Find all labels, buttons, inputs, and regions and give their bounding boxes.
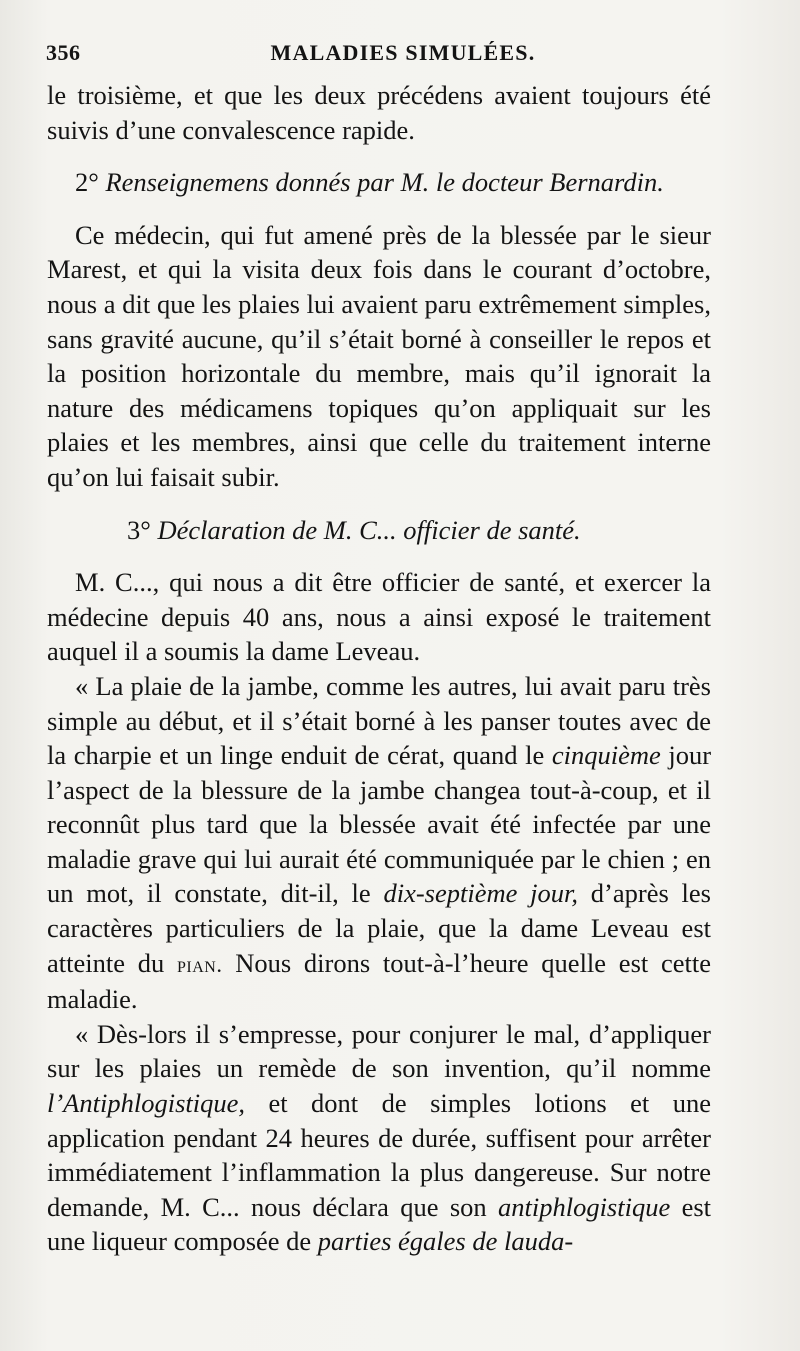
section-number: 3° [127,514,151,545]
page-header [46,40,760,74]
small-caps-run: pian. [176,951,223,977]
section-heading-2 [47,165,711,200]
paragraph-officier: M. C..., qui nous a dit être officier de santé, et exercer la médecine depuis 40 ans, nous a ainsi exposé le traitement auquel il a soumis la dame Leveau. [47,567,711,667]
paragraph-continuation: le troisième, et que les deux précédens avaient toujours été suivis d’une convalescence rapide. [47,80,711,145]
section-number: 2° [75,167,99,198]
text-run: « La plaie de la jambe, comme les autres, lui avait paru très simple au début, et il s’était borné à les panser toutes avec de la charpie et un linge enduit de cérat, quand le [47,670,711,771]
paragraph-bernardin: Ce médecin, qui fut amené près de la blessée par le sieur Marest, et qui la visita deux fois dans le courant d’octobre, nous a dit que les plaies lui avaient paru extrêmement simples, sans gravité aucune, qu’il s’était borné à conseiller le repos et la position horizontale du membre, mais qu’il ignorait la nature des médicamens topiques qu’on appliquait sur les plaies et les membres, ainsi que celle du traitement interne qu’on lui faisait subir. [47,219,711,492]
paragraph-quote-1 [47,669,711,1017]
text-run: « Dès-lors il s’empresse, pour conjurer le mal, d’appliquer sur les plaies un remède de son invention, qu’il nomme [47,1018,711,1084]
italic-run: cinquième [551,740,661,771]
page-number: 356 [46,40,81,65]
italic-run: antiphlogistique [497,1191,671,1222]
body-text [47,78,711,1259]
text-run: jour l’aspect de la blessure de la jambe changea tout-à-coup, et il reconnût plus tard que la blessée avait été infectée par une maladie grave qui lui aurait été communiquée par le chien ; en un mot, il constate, dit-il, le [47,740,712,909]
section-heading-text: Renseignemens donnés par M. le docteur Bernardin. [105,167,664,198]
text-run: et dont de simples lotions et une application pendant 24 heures de durée, suffisent pour arrêter immédiatement l’inflammation la plus dangereuse. Sur notre demande, M. C... nous déclara que son [47,1088,712,1222]
section-heading-3 [47,513,711,548]
text-run: Nous dirons tout-à-l’heure quelle est cette maladie. [47,947,711,1015]
text-run: d’après les caractères particuliers de la plaie, que la dame Leveau est atteinte du [47,878,711,978]
running-title: MALADIES SIMULÉES. [270,40,536,65]
paragraph-quote-2 [47,1017,711,1259]
text-run: est une liqueur composée de [47,1191,712,1257]
section-heading-text: Déclaration de M. C... officier de santé. [157,514,581,545]
italic-run: dix-septième jour, [383,878,579,909]
italic-run: l’Antiphlogistique, [47,1088,245,1119]
italic-run: parties égales de lauda- [317,1226,574,1257]
